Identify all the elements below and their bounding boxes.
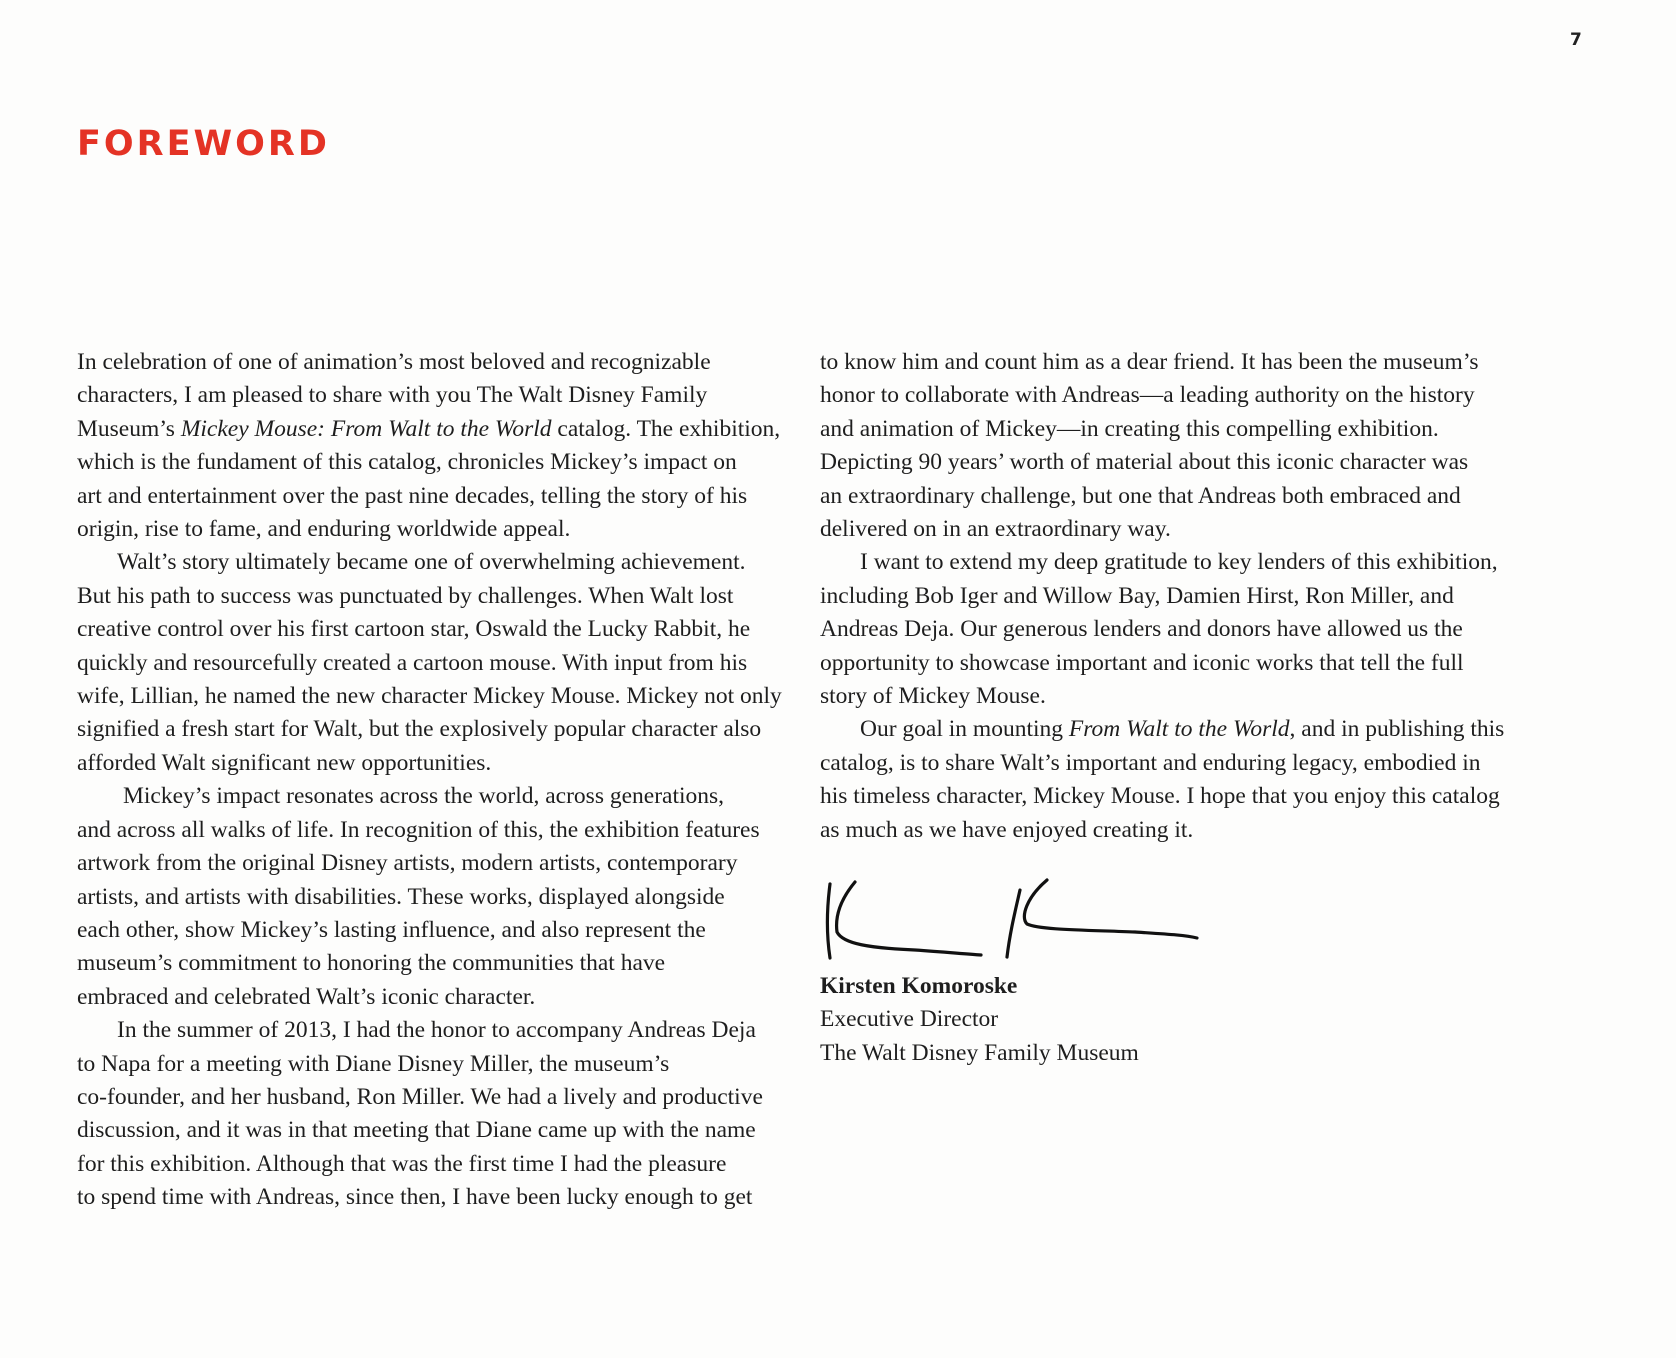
right-column (820, 346, 1540, 847)
signatory-organization: The Walt Disney Family Museum (820, 1039, 1139, 1066)
paragraph-goal (820, 713, 1540, 847)
page-number: 7 (1570, 30, 1582, 50)
paragraph-goal-text-a: Our goal in mounting (860, 716, 1069, 743)
paragraph-gratitude: I want to extend my deep gratitude to key lenders of this exhibition, including Bob Iger and Willow Bay, Damien Hirst, Ron Miller, and Andreas Deja. Our generous lenders and donors have allowed us the opportunity to showcase important and iconic works that tell the full story of Mickey Mouse. (820, 549, 1498, 710)
signature-stroke-3 (1007, 890, 1020, 957)
signature-stroke-1 (827, 884, 830, 958)
paragraph-intro (77, 346, 797, 546)
paragraph-walts-story: Walt’s story ultimately became one of overwhelming achievement. But his path to success was punctuated by challenges. When Walt lost creative control over his first cartoon star, Oswald the Lucky Rabbit, he quickly and resourcefully created a cartoon mouse. With input from his wife, Lillian, he named the new character Mickey Mouse. Mickey not only signified a fresh start for Walt, but the explosively popular character also afforded Walt significant new opportunities. (77, 549, 782, 776)
paragraph-goal-text-b: , and in publishing this catalog, is to share Walt’s important and enduring legacy, embodied in his timeless character, Mickey Mouse. I hope that you enjoy this catalog as much as we have enjoyed creating it. (820, 716, 1505, 843)
signatory-name: Kirsten Komoroske (820, 973, 1018, 999)
page-heading: FOREWORD (77, 124, 330, 164)
paragraph-mickeys-impact: Mickey’s impact resonates across the world, across generations, and across all walks of life. In recognition of this, the exhibition features artwork from the original Disney artists, modern artists, contemporary artists, and artists with disabilities. These works, displayed alongside each other, show Mickey’s lasting influence, and also represent the museum’s commitment to honoring the communities that have embraced and celebrated Walt’s iconic character. (77, 783, 760, 1010)
handwritten-signature (815, 872, 1235, 972)
paragraph-summer-2013: In the summer of 2013, I had the honor to accompany Andreas Deja to Napa for a meeting with Diane Disney Miller, the museum’s co-founder, and her husband, Ron Miller. We had a lively and productive discussion, and it was in that meeting that Diane came up with the name for this exhibition. Although that was the first time I had the pleasure to spend time with Andreas, since then, I have been lucky enough to get (77, 1017, 763, 1211)
exhibition-title: From Walt to the World (1068, 716, 1290, 743)
signature-stroke-4 (1024, 880, 1197, 938)
signature-stroke-2 (837, 882, 981, 955)
signatory-block (820, 970, 1139, 1070)
paragraph-intro-text-a: In celebration of one of animation’s most beloved and recognizable characters, I am pleased to share with you The Walt Disney Family Museum’s (77, 349, 711, 442)
left-column (77, 346, 797, 1215)
paragraph-continued: to know him and count him as a dear friend. It has been the museum’s honor to collaborate with Andreas—a leading authority on the history and animation of Mickey—in creating this compelling exhibition. Depicting 90 years’ worth of material about this iconic character was an extraordinary challenge, but one that Andreas both embraced and delivered on in an extraordinary way. (820, 349, 1479, 543)
catalog-title: Mickey Mouse: From Walt to the World (180, 415, 552, 442)
signatory-title: Executive Director (820, 1006, 999, 1033)
paragraph-intro-text-b: catalog. The exhibition, which is the fundament of this catalog, chronicles Mickey’s impact on art and entertainment over the past nine decades, telling the story of his origin, rise to fame, and enduring worldwide appeal. (77, 415, 781, 543)
